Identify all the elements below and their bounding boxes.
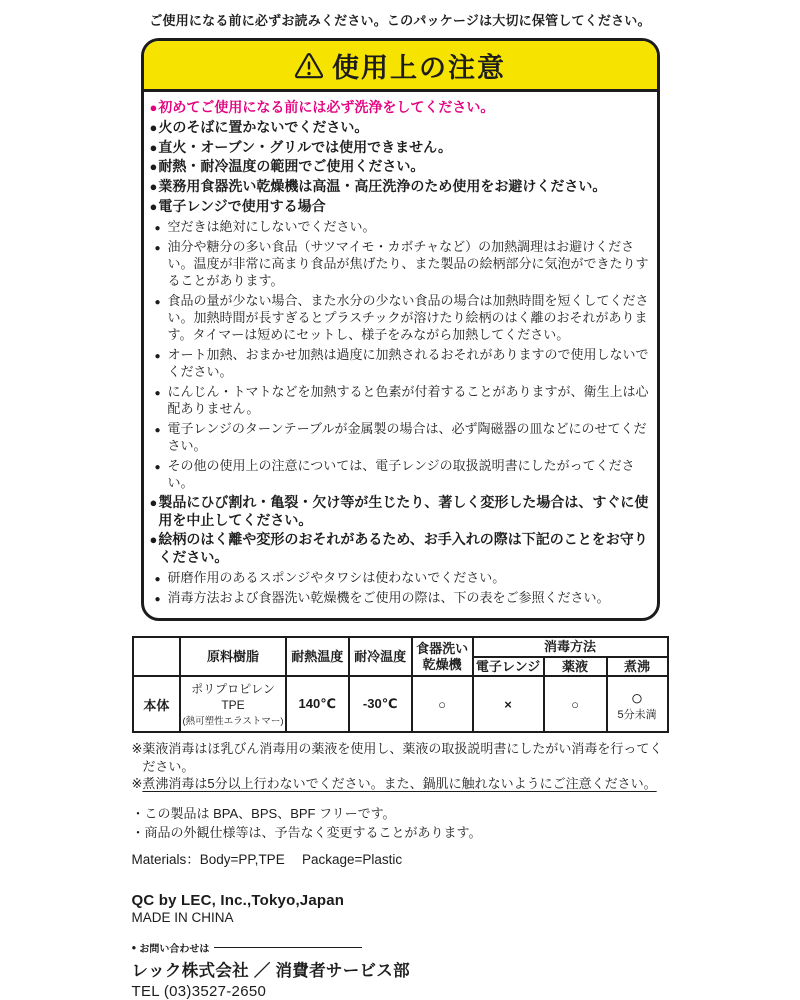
warning-item-text: 初めてご使用になる前には必ず洗浄をしてください。 [158,99,495,115]
bullet-icon: ● [154,222,161,234]
warning-item-text: 直火・オーブン・グリルでは使用できません。 [158,138,452,155]
instruction-sheet [132,0,669,1000]
warning-item-text: オート加熱、おまかせ加熱は過度に加熱されるおそれがありますので使用しないでください。 [167,346,649,379]
bullet-icon: ● [149,494,158,510]
note-line [132,824,669,843]
note-text: この製品は BPA、BPS、BPF フリーです。 [144,805,396,821]
warning-item [150,139,650,157]
boiling-ok-icon: ○ [630,686,644,710]
cell-material: ポリプロピレン TPE (熱可塑性エラストマー) [180,676,286,732]
warning-item-text: 耐熱・耐冷温度の範囲でご使用ください。 [158,158,425,175]
warning-item [150,494,650,530]
note-marker: ・ [131,824,145,840]
made-in-line: MADE IN CHINA [131,909,234,925]
warning-item [150,531,650,567]
bullet-icon: ● [149,119,158,135]
table-header-row-1 [133,637,668,657]
warning-item-text: 製品にひび割れ・亀裂・欠け等が生じたり、著しく変形した場合は、すぐに使用を中止してください。 [158,493,649,528]
cell-microwave-ng-icon: × [473,676,544,732]
boiling-note: 5分未満 [617,708,657,721]
warning-box [141,38,660,621]
note-marker: ※ [131,775,143,791]
contact-block [132,940,669,1000]
warning-item-text: 電子レンジのターンテーブルが金属製の場合は、必ず陶磁器の皿などにのせてください。 [167,420,647,453]
warning-item [150,198,650,216]
header-cold-resist: 耐冷温度 [349,637,412,676]
warning-item [150,178,650,196]
header-dishwasher: 食器洗い 乾燥機 [412,637,473,676]
bullet-icon: ● [131,942,137,952]
contact-label: お問い合わせは [139,943,210,955]
header-boiling: 煮沸 [607,657,668,677]
cell-row-label: 本体 [133,676,181,732]
header-material: 原料樹脂 [180,637,286,676]
warning-item-text: 絵柄のはく離や変形のおそれがあるため、お手入れの際は下記のことをお守りください。 [158,531,648,566]
header-disinfection: 消毒方法 [473,637,668,657]
spec-table [132,636,669,733]
contact-rule [214,947,362,948]
star-notes [132,740,669,791]
bullet-icon: ● [149,179,158,195]
bullet-icon: ● [154,424,161,436]
bullet-icon: ● [149,159,158,175]
warning-item-text: にんじん・トマトなどを加熱すると色素が付着することがありますが、衛生上は心配ありません。 [167,383,649,416]
bullet-icon: ● [154,573,161,585]
bullet-icon: ● [149,100,158,115]
warning-item-text: 火のそばに置かないでください。 [158,118,369,135]
warning-item-text: 研磨作用のあるスポンジやタワシは使わないでください。 [167,569,506,585]
contact-header [132,940,669,955]
bullet-icon: ● [149,139,158,155]
warning-item-text: 食品の量が少ない場合、また水分の少ない食品の場合は加熱時間を短くしてください。加熱時間が長すぎるとプラスチックが溶けたり絵柄のはく離のおそれがあります。タイマーは短めにセットし、様子をみながら加熱してください。 [167,292,649,342]
warning-item [150,420,650,454]
dot-notes [132,805,669,843]
cell-dishwasher-ok-icon: ○ [412,676,473,732]
warning-item [150,158,650,176]
note-text: 薬液消毒はほ乳びん消毒用の薬液を使用し、薬液の取扱説明書にしたがい消毒を行ってください。 [142,741,663,774]
warning-triangle-icon [294,52,324,80]
note-line [132,805,669,824]
cell-heat-value: 140℃ [286,676,349,732]
warning-item-text: その他の使用上の注意については、電子レンジの取扱説明書にしたがってください。 [167,457,635,490]
warning-item [150,589,650,606]
warning-item [150,99,650,117]
cell-cold-value: -30℃ [349,676,412,732]
bullet-icon: ● [149,532,158,548]
bullet-icon: ● [154,242,161,254]
note-line [132,775,669,792]
warning-item [150,238,650,289]
warning-item [150,218,650,235]
warning-box-header [144,41,657,92]
warning-item [150,346,650,380]
warning-item-text: 油分や糖分の多い食品（サツマイモ・カボチャなど）の加熱調理はお避けください。温度が非常に高まり食品が焦げたり、また製品の絵柄部分に気泡ができたりすることがあります。 [167,238,649,288]
warning-item [150,119,650,137]
company-name: レック株式会社 ／ 消費者サービス部 [131,961,410,980]
note-marker: ・ [131,805,145,821]
top-notice: ご使用になる前に必ずお読みください。このパッケージは大切に保管してください。 [149,13,651,28]
header-chemical: 薬液 [544,657,607,677]
warning-item [150,569,650,586]
bullet-icon: ● [154,461,161,473]
cell-chemical-ok-icon: ○ [544,676,607,732]
cell-boiling-ok [607,676,668,732]
warning-item-text: 業務用食器洗い乾燥機は高温・高圧洗浄のため使用をお避けください。 [158,178,607,195]
warning-box-title: 使用上の注意 [332,53,506,83]
note-line [132,740,669,774]
bullet-icon: ● [154,350,161,362]
warning-box-body [144,92,657,618]
warning-item [150,457,650,491]
phone-number: TEL (03)3527-2650 [131,982,267,1000]
qc-line: QC by LEC, Inc.,Tokyo,Japan [131,891,345,909]
header-heat-resist: 耐熱温度 [286,637,349,676]
note-marker: ※ [131,741,143,757]
bullet-icon: ● [154,594,161,606]
warning-item-text: 消毒方法および食器洗い乾燥機をご使用の際は、下の表をご参照ください。 [167,590,610,606]
header-microwave: 電子レンジ [473,657,544,677]
warning-item-text: 空だきは絶対にしないでください。 [167,218,376,234]
warning-item-text: 電子レンジで使用する場合 [158,197,326,214]
note-text: 煮沸消毒は5分以上行わないでください。また、鍋肌に触れないようにご注意ください。 [142,775,657,791]
warning-item [150,292,650,343]
note-text: 商品の外観仕様等は、予告なく変更することがあります。 [144,824,482,840]
materials-line: Materials：Body=PP,TPE Package=Plastic [131,851,403,867]
bullet-icon: ● [149,198,158,214]
warning-item [150,383,650,417]
header-empty [133,637,181,676]
bullet-icon: ● [154,387,161,399]
table-row-body [133,676,668,732]
bullet-icon: ● [154,296,161,308]
